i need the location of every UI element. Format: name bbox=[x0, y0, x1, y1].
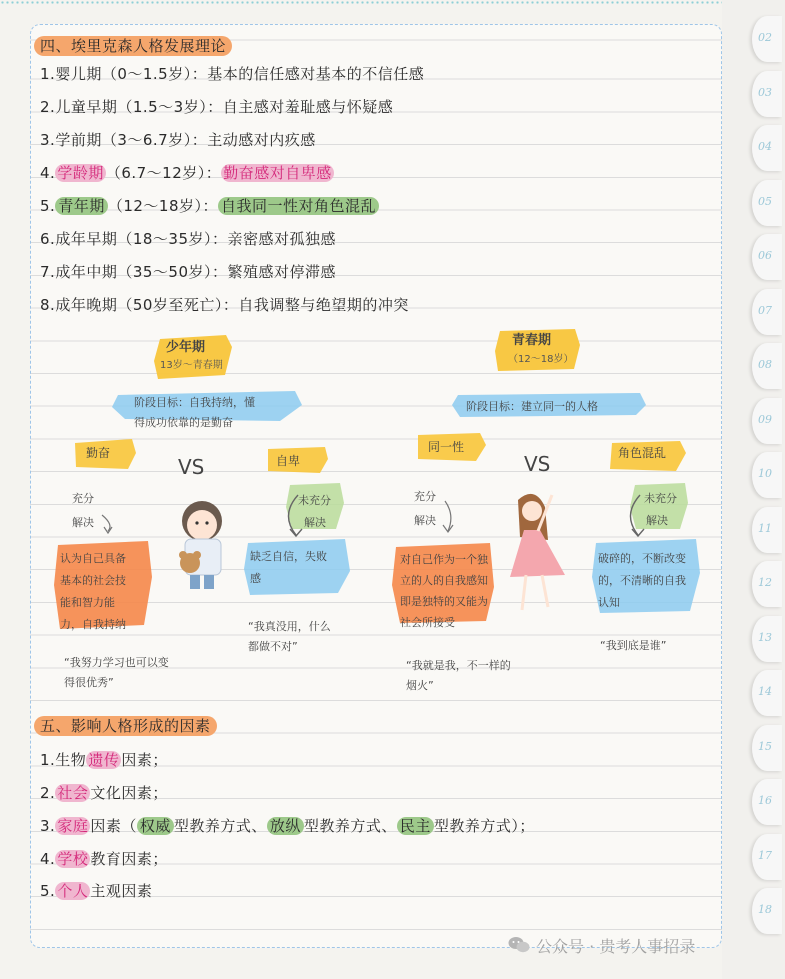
page-tab[interactable] bbox=[752, 71, 782, 117]
stage-line: 2.儿童早期（1.5～3岁）：自主感对羞耻感与怀疑感 bbox=[40, 98, 394, 116]
left-a-result bbox=[60, 548, 126, 636]
factor-5: 5. 个人 主观因素 bbox=[40, 882, 153, 900]
page-tab-number: 13 bbox=[758, 630, 772, 644]
stage-line: 7.成年中期（35～50岁）：繁殖感对停滞感 bbox=[40, 263, 337, 281]
footer-watermark: 公众号 · 贵考人事招录 bbox=[536, 937, 696, 956]
right-b-result bbox=[598, 548, 686, 614]
stage-line: 5. 青年期 （12～18岁）： 自我同一性对角色混乱 bbox=[40, 195, 379, 216]
left-a-cond1: 充分 bbox=[72, 492, 94, 505]
text-line: 立的人的自我感知 bbox=[400, 574, 488, 587]
page-tab-number: 14 bbox=[758, 685, 772, 698]
factor-4: 4. 学校 教育因素； bbox=[40, 850, 168, 868]
stage-line: 6.成年早期（18～35岁）：亲密感对孤独感 bbox=[40, 230, 337, 248]
page-tab-number: 05 bbox=[758, 194, 772, 208]
page-tab[interactable] bbox=[752, 343, 782, 389]
right-subtitle: （12～18岁） bbox=[508, 354, 574, 365]
text-line: 烟火” bbox=[406, 679, 434, 692]
page-tab-number: 18 bbox=[758, 903, 772, 916]
page-tab[interactable] bbox=[752, 289, 782, 335]
left-b-quote bbox=[248, 617, 331, 657]
page-tab[interactable] bbox=[752, 725, 782, 771]
text-line: 对自己作为一个独 bbox=[400, 553, 488, 566]
left-title: 少年期 bbox=[166, 340, 206, 355]
text-line: “我真没用，什么 bbox=[248, 620, 331, 633]
page-tab[interactable] bbox=[752, 234, 782, 280]
right-a-cond1: 充分 bbox=[414, 490, 436, 503]
page-tab-number: 06 bbox=[758, 249, 772, 262]
section5-title: 五、影响人格形成的因素 bbox=[34, 715, 217, 736]
page-tab[interactable] bbox=[752, 561, 782, 607]
right-a-cond2: 解决 bbox=[414, 514, 436, 527]
right-vs: VS bbox=[524, 452, 551, 476]
left-a-quote bbox=[64, 653, 169, 693]
right-goal: 阶段目标：建立同一的人格 bbox=[466, 400, 598, 413]
girl-illustration bbox=[510, 494, 565, 610]
right-b-cond2: 解决 bbox=[646, 514, 668, 527]
page-tab[interactable] bbox=[752, 452, 782, 498]
text-line: 认知 bbox=[598, 596, 620, 609]
right-a-label: 同一性 bbox=[428, 440, 465, 454]
right-a-result bbox=[400, 549, 488, 633]
page-tab[interactable] bbox=[752, 507, 782, 553]
page-tab[interactable] bbox=[752, 180, 782, 226]
stage-line: 8.成年晚期（50岁至死亡）：自我调整与绝望期的冲突 bbox=[40, 296, 409, 314]
wechat-icon bbox=[508, 936, 530, 954]
left-b-cond2: 解决 bbox=[304, 516, 326, 529]
text-line: “我努力学习也可以变 bbox=[64, 656, 169, 669]
page-tab[interactable] bbox=[752, 16, 782, 62]
page-tab[interactable] bbox=[752, 834, 782, 880]
left-a-cond2: 解决 bbox=[72, 516, 94, 529]
left-b-cond1: 未充分 bbox=[298, 494, 331, 507]
text-line: 破碎的，不断改变 bbox=[598, 552, 686, 565]
text-line: 感 bbox=[250, 572, 261, 585]
text-line: 缺乏自信，失败 bbox=[250, 550, 327, 563]
page-tab-number: 10 bbox=[758, 467, 772, 480]
text-line: 能和智力能 bbox=[60, 596, 115, 609]
page-tab-number: 15 bbox=[758, 739, 772, 753]
stage-line: 1.婴儿期（0～1.5岁）：基本的信任感对基本的不信任感 bbox=[40, 65, 425, 83]
factor-1: 1.生物 遗传 因素； bbox=[40, 751, 168, 769]
stage-line: 3.学前期（3～6.7岁）：主动感对内疚感 bbox=[40, 131, 316, 149]
left-a-label: 勤奋 bbox=[86, 446, 111, 460]
text-line: 力，自我持纳 bbox=[60, 618, 126, 631]
factor-2: 2. 社会 文化因素； bbox=[40, 784, 168, 802]
text-line: “我就是我，不一样的 bbox=[406, 659, 511, 672]
page-tab[interactable] bbox=[752, 398, 782, 444]
page-tab[interactable] bbox=[752, 670, 782, 716]
text-line: 得很优秀” bbox=[64, 676, 114, 689]
page-tab-number: 12 bbox=[758, 576, 772, 589]
right-b-quote bbox=[600, 636, 666, 656]
left-goal-line1: 阶段目标：自我持纳，懂 bbox=[134, 396, 255, 409]
text-line: “我到底是谁” bbox=[600, 639, 667, 652]
text-line: 即是独特的又能为 bbox=[400, 595, 488, 608]
left-b-result bbox=[250, 546, 327, 590]
page-tab[interactable] bbox=[752, 888, 782, 934]
left-subtitle: 13岁～青春期 bbox=[160, 360, 223, 371]
page-tab-number: 17 bbox=[758, 848, 772, 862]
left-goal-line2: 得成功依靠的是勤奋 bbox=[134, 416, 233, 429]
page-tab[interactable] bbox=[752, 616, 782, 662]
right-a-quote bbox=[406, 656, 511, 696]
text-line: 基本的社会技 bbox=[60, 574, 126, 587]
right-title: 青春期 bbox=[512, 333, 552, 348]
text-line: 认为自己具备 bbox=[60, 552, 126, 565]
page-tab-number: 09 bbox=[758, 412, 772, 426]
factor-3: 3. 家庭 因素（ 权威 型教养方式、 放纵 型教养方式、 民主 型教养方式）； bbox=[40, 817, 535, 835]
stage-line: 4. 学龄期 （6.7～12岁）： 勤奋感对自卑感 bbox=[40, 164, 332, 182]
right-b-cond1: 未充分 bbox=[644, 492, 677, 505]
page-tab-number: 16 bbox=[758, 794, 772, 807]
text-line: 社会所接受 bbox=[400, 616, 455, 629]
left-b-label: 自卑 bbox=[276, 454, 301, 468]
text-line: 都做不对” bbox=[248, 640, 298, 653]
right-b-label: 角色混乱 bbox=[618, 446, 667, 460]
text-line: 的，不清晰的自我 bbox=[598, 574, 686, 587]
page-tab-number: 03 bbox=[758, 85, 772, 99]
boy-illustration bbox=[179, 501, 222, 589]
page-tab[interactable] bbox=[752, 125, 782, 171]
page-tab-number: 11 bbox=[758, 521, 772, 535]
left-vs: VS bbox=[178, 455, 205, 479]
page-tab[interactable] bbox=[752, 779, 782, 825]
section4-title: 四、埃里克森人格发展理论 bbox=[34, 35, 232, 56]
page-tab-number: 07 bbox=[758, 303, 772, 317]
top-dot-border bbox=[0, 0, 785, 6]
page-tab-number: 04 bbox=[758, 140, 772, 153]
page-tab-number: 08 bbox=[758, 358, 772, 371]
page-tab-number: 02 bbox=[758, 31, 772, 44]
